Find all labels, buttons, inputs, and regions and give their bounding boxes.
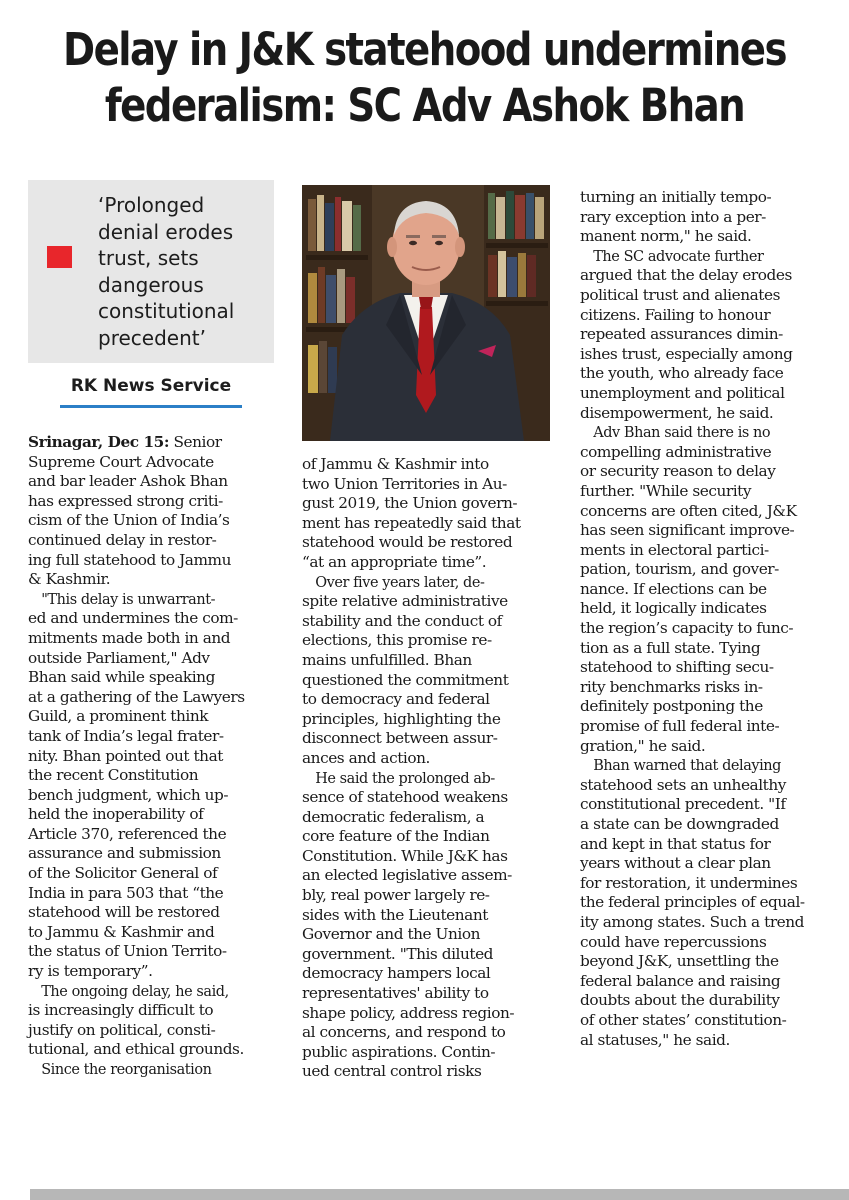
text-line: stability and the conduct of xyxy=(302,611,502,630)
dateline: Srinagar, Dec 15: xyxy=(28,433,170,451)
text-line: citizens. Failing to honour xyxy=(580,305,771,324)
text-line: of other states’ constitution- xyxy=(580,1010,787,1029)
bottom-border-bar xyxy=(30,1189,849,1200)
pull-quote-line: denial erodes xyxy=(98,219,234,244)
text-line: rity benchmarks risks in- xyxy=(580,677,763,696)
text-line: spite relative administrative xyxy=(302,592,508,611)
pull-quote-line: ‘Prolonged xyxy=(98,193,205,217)
text-line: nity. Bhan pointed out that xyxy=(28,746,223,765)
text-line: concerns are often cited, J&K xyxy=(580,501,797,520)
red-square-icon xyxy=(47,246,72,268)
text-line: bly, real power largely re- xyxy=(302,886,490,905)
text-line: beyond J&K, unsettling the xyxy=(580,952,779,971)
text-line: ed and undermines the com- xyxy=(28,609,238,628)
text-line: disconnect between assur- xyxy=(302,729,498,748)
text-line: ued central control risks xyxy=(302,1062,482,1081)
headline xyxy=(59,22,789,134)
text-line: could have repercussions xyxy=(580,932,767,951)
text-line: and bar leader Ashok Bhan xyxy=(28,472,228,491)
text-line: of Jammu & Kashmir into xyxy=(302,455,489,473)
pull-quote-line: trust, sets xyxy=(98,246,199,270)
text-line: Governor and the Union xyxy=(302,925,481,944)
text-line: ry is temporary”. xyxy=(28,962,153,981)
byline-underline xyxy=(60,405,242,408)
text-line: pation, tourism, and gover- xyxy=(580,560,779,579)
text-line: at a gathering of the Lawyers xyxy=(28,687,245,706)
text-line: compelling administrative xyxy=(580,442,772,461)
text-line: ment has repeatedly said that xyxy=(302,513,521,532)
text-line: assurance and submission xyxy=(28,844,221,863)
text-line: political trust and alienates xyxy=(580,285,780,304)
text-line: statehood sets an unhealthy xyxy=(580,775,786,794)
text-line: Supreme Court Advocate xyxy=(28,452,214,471)
text-line: & Kashmir. xyxy=(28,570,111,589)
text-line: He said the prolonged ab- xyxy=(315,768,495,787)
pull-quote-line: constitutional xyxy=(98,299,235,323)
text-line: The ongoing delay, he said, xyxy=(41,981,229,1000)
text-line: the region’s capacity to func- xyxy=(580,619,794,638)
text-line: ments in electoral partici- xyxy=(580,540,769,559)
ashok-bhan-photo xyxy=(302,185,550,441)
text-line: Article 370, referenced the xyxy=(28,824,227,843)
text-line: gration," he said. xyxy=(580,736,706,755)
article-column-3 xyxy=(580,188,830,1050)
byline: RK News Service xyxy=(70,376,232,396)
text-line: further. "While security xyxy=(580,481,752,500)
text-line: statehood to shifting secu- xyxy=(580,658,774,677)
text-line: turning an initially tempo- xyxy=(580,188,772,206)
text-line: has expressed strong criti- xyxy=(28,491,223,510)
text-line: the federal principles of equal- xyxy=(580,893,805,912)
text-line: public aspirations. Contin- xyxy=(302,1042,496,1061)
text-line: questioned the commitment xyxy=(302,670,509,689)
text-line: for restoration, it undermines xyxy=(580,873,798,892)
text-line: the recent Constitution xyxy=(28,766,199,785)
text-line: “at an appropriate time”. xyxy=(302,552,487,571)
text-line: constitutional precedent. "If xyxy=(580,795,786,814)
text-line: gust 2019, the Union govern- xyxy=(302,494,518,513)
text-line: held the inoperability of xyxy=(28,805,204,824)
text-line: Bhan said while speaking xyxy=(28,668,215,687)
text-line: continued delay in restor- xyxy=(28,530,217,549)
text-line: disempowerment, he said. xyxy=(580,403,774,422)
pull-quote-box xyxy=(28,180,274,363)
text-line: an elected legislative assem- xyxy=(302,866,512,885)
text-line: unemployment and political xyxy=(580,383,785,402)
text-line: the youth, who already face xyxy=(580,364,784,383)
text-line: doubts about the durability xyxy=(580,991,780,1010)
text-line: years without a clear plan xyxy=(580,854,771,873)
pull-quote-line: dangerous xyxy=(98,272,204,297)
text-line: has seen significant improve- xyxy=(580,521,795,540)
text-line: a state can be downgraded xyxy=(580,815,779,833)
text-line: India in para 503 that “the xyxy=(28,883,224,902)
text-line: ances and action. xyxy=(302,748,430,767)
text-line: tank of India’s legal frater- xyxy=(28,726,224,745)
text-line: rary exception into a per- xyxy=(580,207,766,226)
text-line: manent norm," he said. xyxy=(580,227,752,246)
text-line: argued that the delay erodes xyxy=(580,266,792,285)
pull-quote-line: precedent’ xyxy=(98,325,206,350)
text-line: repeated assurances dimin- xyxy=(580,325,783,344)
text-line: nance. If elections can be xyxy=(580,579,767,598)
text-line: to Jammu & Kashmir and xyxy=(28,922,215,941)
text-line: federal balance and raising xyxy=(580,971,781,990)
text-line: shape policy, address region- xyxy=(302,1003,515,1022)
text-line: justify on political, consti- xyxy=(28,1020,216,1039)
text-line: two Union Territories in Au- xyxy=(302,474,507,493)
text-line: Bhan warned that delaying xyxy=(593,756,782,775)
text-line: mains unfulfilled. Bhan xyxy=(302,650,472,669)
headline-line-2: federalism: SC Adv Ashok Bhan xyxy=(104,79,745,132)
text-line: sides with the Lieutenant xyxy=(302,905,488,924)
text-line: statehood would be restored xyxy=(302,533,513,552)
text-line: "This delay is unwarrant- xyxy=(41,589,216,608)
text-line: and kept in that status for xyxy=(580,834,771,853)
text-line: sence of statehood weakens xyxy=(302,788,508,807)
text-line: bench judgment, which up- xyxy=(28,785,229,804)
text-line: government. "This diluted xyxy=(302,944,494,963)
text-line: The SC advocate further xyxy=(593,246,764,265)
pull-quote-text xyxy=(98,192,268,351)
text-line: outside Parliament," Adv xyxy=(28,648,210,667)
text-line: democratic federalism, a xyxy=(302,807,485,826)
text-line: tion as a full state. Tying xyxy=(580,638,761,657)
text-line: to democracy and federal xyxy=(302,690,490,709)
text-line: Since the reorganisation xyxy=(41,1060,212,1078)
text-line: of the Solicitor General of xyxy=(28,864,218,883)
text-line: Senior xyxy=(169,433,222,451)
text-line: tutional, and ethical grounds. xyxy=(28,1040,244,1059)
text-line: Guild, a prominent think xyxy=(28,707,209,726)
text-line: the status of Union Territo- xyxy=(28,942,227,961)
text-line: Over five years later, de- xyxy=(315,572,485,591)
text-line: cism of the Union of India’s xyxy=(28,511,230,530)
text-line: held, it logically indicates xyxy=(580,599,767,618)
text-line: ity among states. Such a trend xyxy=(580,912,805,931)
text-line: democracy hampers local xyxy=(302,964,491,983)
text-line: statehood will be restored xyxy=(28,903,220,922)
text-line: elections, this promise re- xyxy=(302,631,492,650)
article-column-1 xyxy=(28,433,276,1080)
text-line: ishes trust, especially among xyxy=(580,344,793,363)
text-line: al concerns, and respond to xyxy=(302,1023,506,1042)
article-column-2 xyxy=(302,455,552,1082)
text-line: mitments made both in and xyxy=(28,628,231,647)
text-line: or security reason to delay xyxy=(580,462,776,481)
text-line: al statuses," he said. xyxy=(580,1030,730,1049)
headline-line-1: Delay in J&K statehood undermines xyxy=(63,23,786,76)
portrait-illustration xyxy=(302,185,550,441)
text-line: Constitution. While J&K has xyxy=(302,846,508,865)
text-line: core feature of the Indian xyxy=(302,827,490,846)
text-line: promise of full federal inte- xyxy=(580,717,780,736)
text-line: ing full statehood to Jammu xyxy=(28,550,231,569)
text-line: principles, highlighting the xyxy=(302,709,501,728)
text-line: is increasingly difficult to xyxy=(28,1001,214,1020)
text-line: Adv Bhan said there is no xyxy=(593,423,771,442)
text-line: definitely postponing the xyxy=(580,697,763,716)
text-line: representatives' ability to xyxy=(302,984,489,1003)
